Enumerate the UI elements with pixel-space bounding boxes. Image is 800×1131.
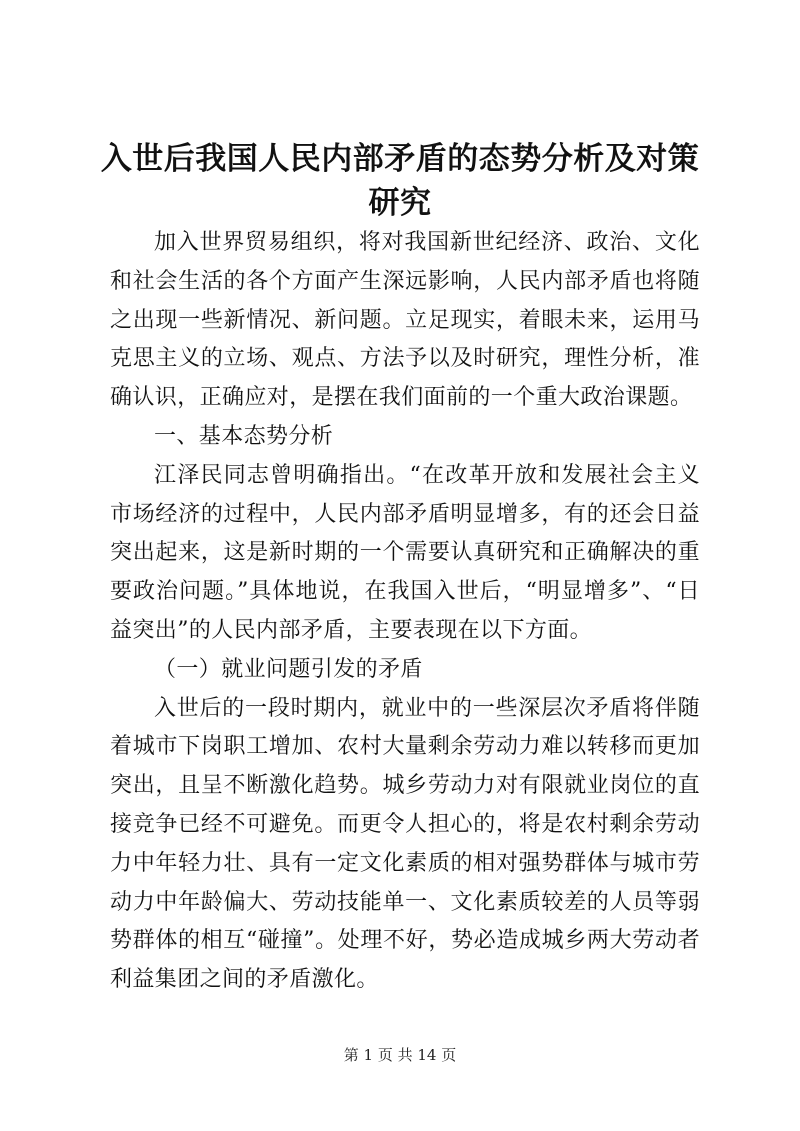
document-body bbox=[110, 224, 700, 1000]
paragraph-intro: 加入世界贸易组织，将对我国新世纪经济、政治、文化和社会生活的各个方面产生深远影响，人民内部矛盾也将随之出现一些新情况、新问题。立足现实，着眼未来，运用马克思主义的立场、观点、方法予以及时研究，理性分析，准确认识，正确应对，是摆在我们面前的一个重大政治课题。 bbox=[110, 230, 700, 411]
paragraph-employment: 入世后的一段时期内，就业中的一些深层次矛盾将伴随着城市下岗职工增加、农村大量剩余劳动力难以转移而更加突出，且呈不断激化趋势。城乡劳动力对有限就业岗位的直接竞争已经不可避免。而更令人担心的，将是农村剩余劳动力中年轻力壮、具有一定文化素质的相对强势群体与城市劳动力中年龄偏大、劳动技能单一、文化素质较差的人员等弱势群体的相互“碰撞”。处理不好，势必造成城乡两大劳动者利益集团之间的矛盾激化。 bbox=[110, 695, 700, 993]
page-number-footer: 第 1 页 共 14 页 bbox=[343, 1046, 457, 1064]
subsection-heading-employment: （一）就业问题引发的矛盾 bbox=[154, 656, 423, 682]
page-title: 入世后我国人民内部矛盾的态势分析及对策研究 bbox=[100, 141, 700, 221]
paragraph-quote: 江泽民同志曾明确指出。“在改革开放和发展社会主义市场经济的过程中，人民内部矛盾明显增多，有的还会日益突出起来，这是新时期的一个需要认真研究和正确解决的重要政治问题。”具体地说，在我国入世后，“明显增多”、“日益突出”的人民内部矛盾，主要表现在以下方面。 bbox=[110, 462, 700, 643]
section-heading-basic-situation: 一、基本态势分析 bbox=[154, 423, 334, 449]
